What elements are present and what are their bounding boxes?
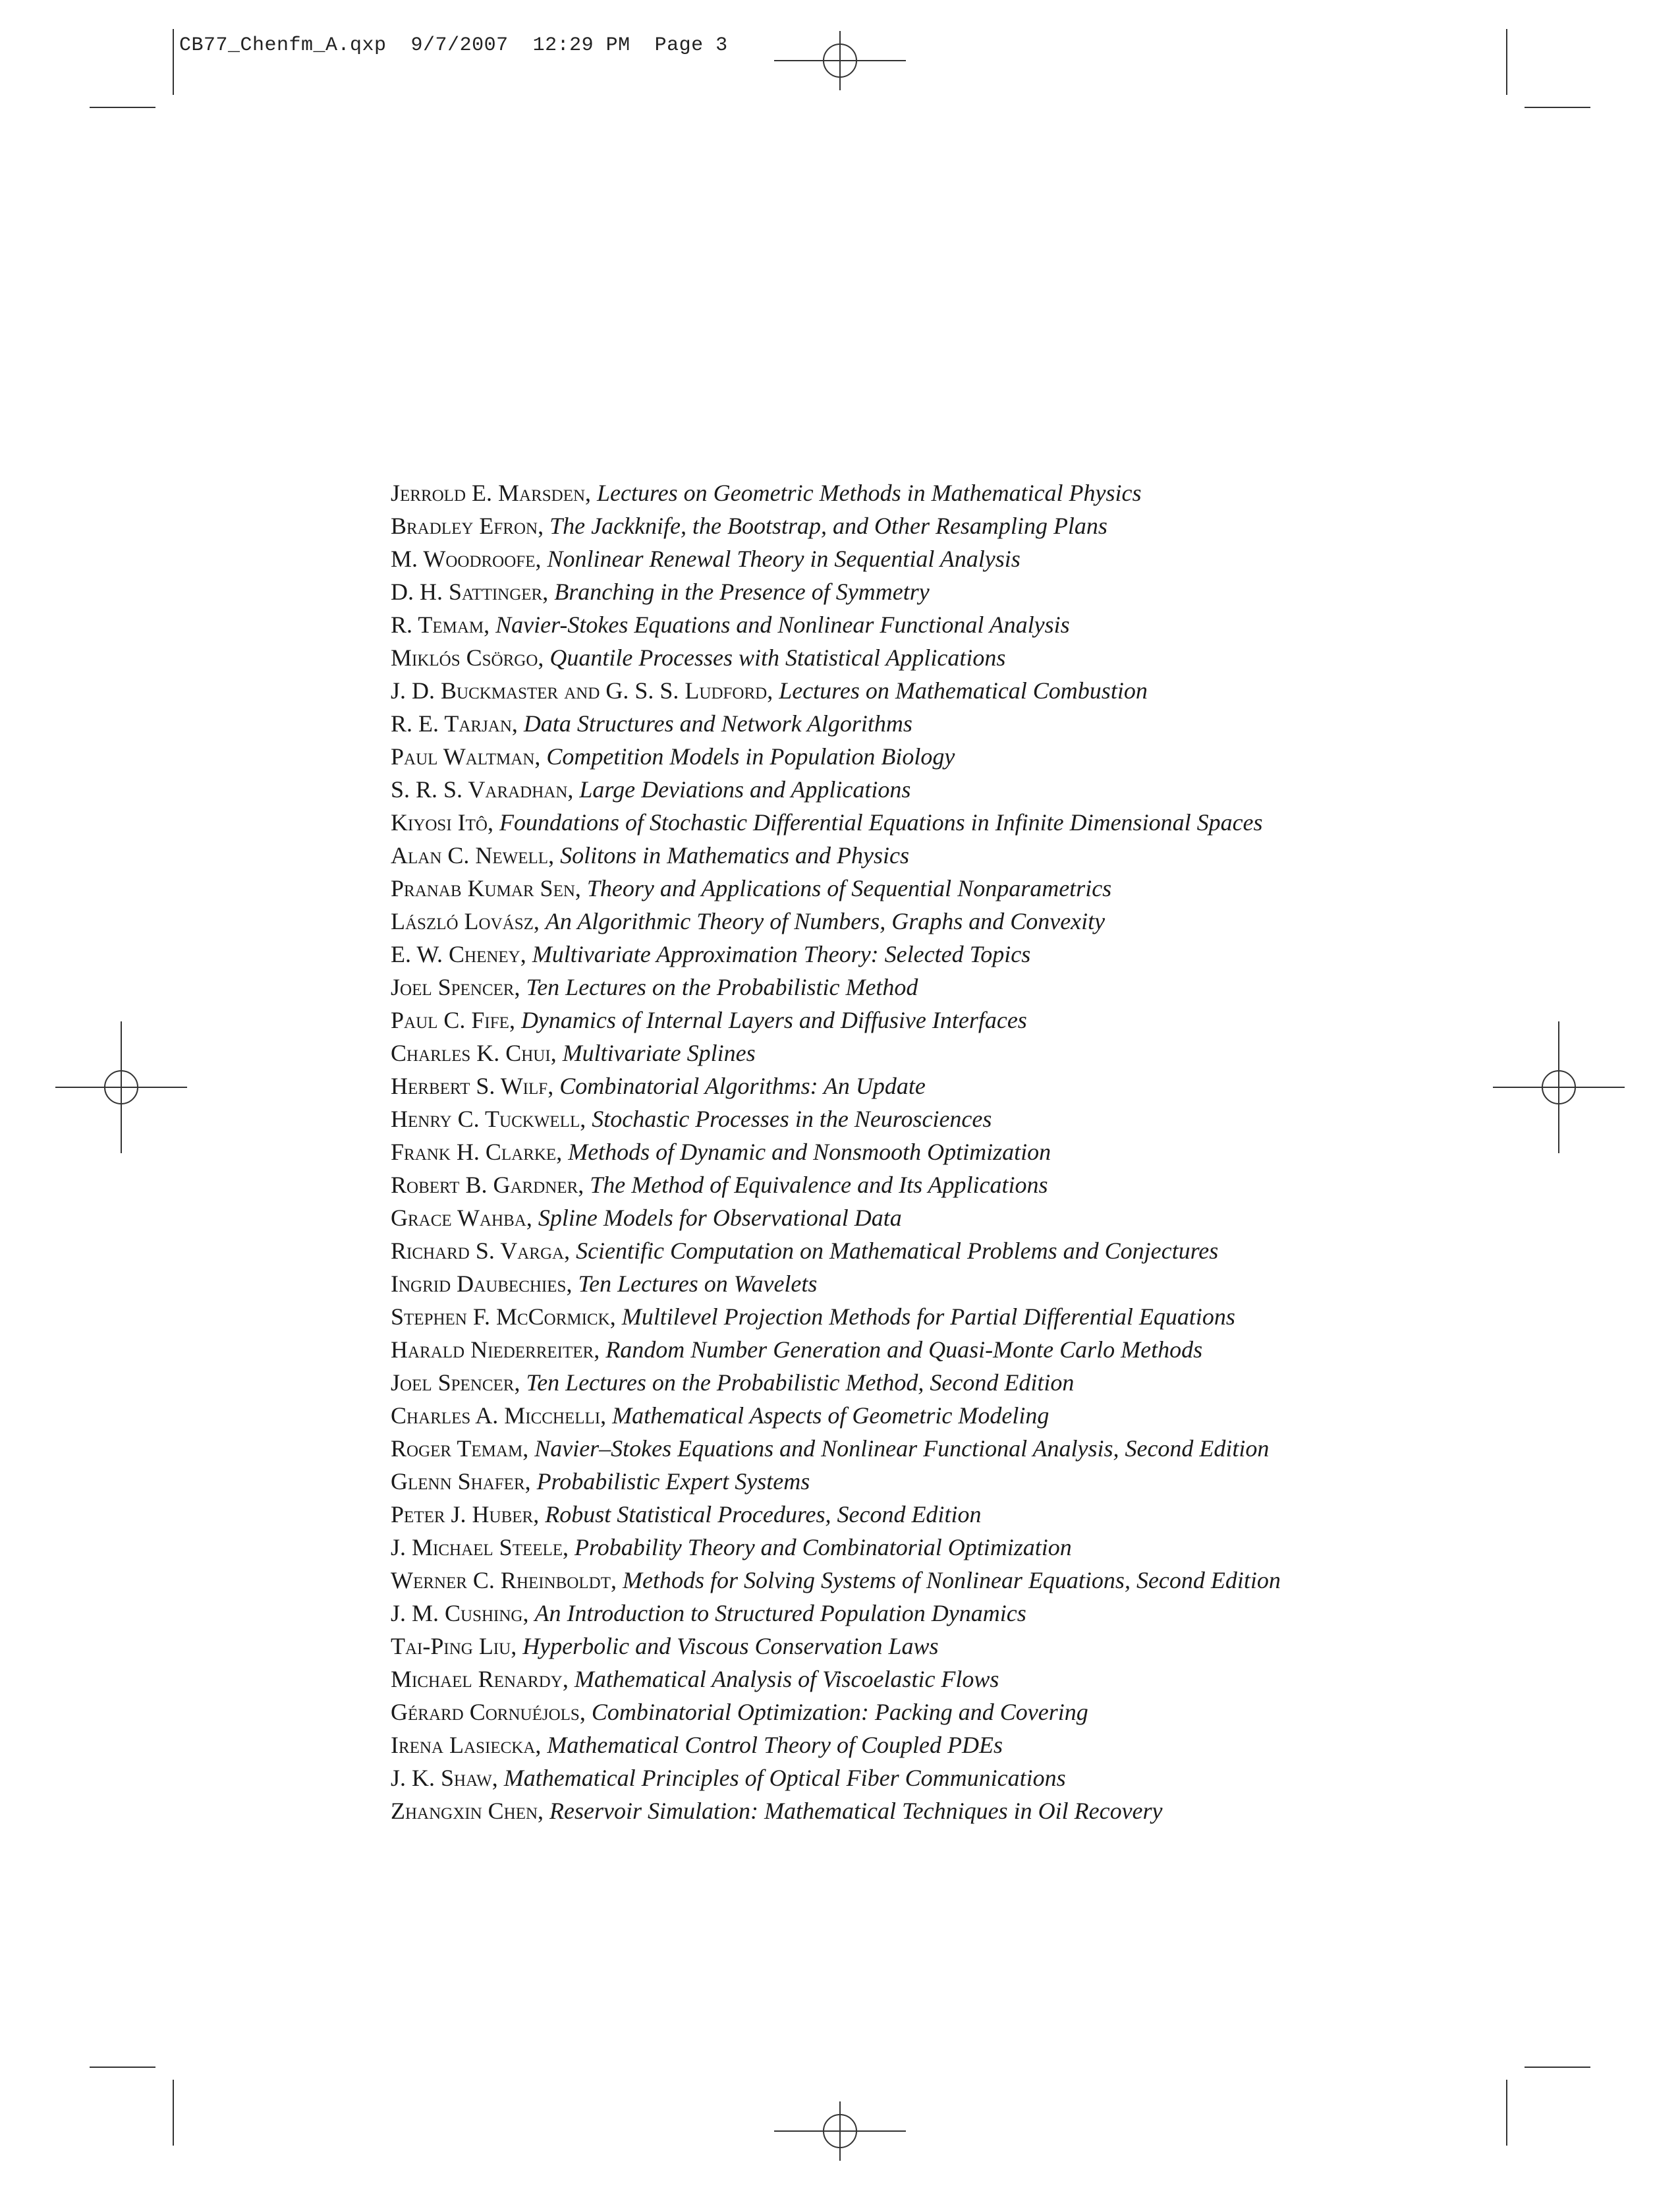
book-title: Branching in the Presence of Symmetry <box>554 579 930 605</box>
crop-mark-bottom-left-vertical <box>173 2080 174 2146</box>
book-entry: Gérard Cornuéjols, Combinatorial Optimization: Packing and Covering <box>391 1699 1088 1725</box>
book-entry: R. Temam, Navier-Stokes Equations and Nonlinear Functional Analysis <box>391 612 1070 638</box>
book-author: Peter J. Huber <box>391 1501 534 1527</box>
book-title: Probabilistic Expert Systems <box>536 1468 810 1495</box>
book-title: Dynamics of Internal Layers and Diffusive Interfaces <box>520 1007 1027 1033</box>
book-author: Grace Wahba <box>391 1205 526 1231</box>
book-author: Robert B. Gardner <box>391 1172 578 1198</box>
book-title: Multivariate Splines <box>562 1040 756 1066</box>
book-author: Irena Lasiecka <box>391 1732 536 1758</box>
book-entry: Paul C. Fife, Dynamics of Internal Layers and Diffusive Interfaces <box>391 1007 1027 1033</box>
series-book-list <box>391 476 1445 1827</box>
book-entry: Richard S. Varga, Scientific Computation on Mathematical Problems and Conjectures <box>391 1238 1219 1264</box>
book-author: Henry C. Tuckwell <box>391 1106 580 1132</box>
book-author: J. Michael Steele <box>391 1534 563 1560</box>
book-entry: Robert B. Gardner, The Method of Equivalence and Its Applications <box>391 1172 1048 1198</box>
book-title: Ten Lectures on Wavelets <box>578 1270 818 1297</box>
book-author: J. M. Cushing <box>391 1600 523 1626</box>
crop-mark-bottom-left-horizontal <box>90 2067 155 2068</box>
book-entry: Charles K. Chui, Multivariate Splines <box>391 1040 756 1066</box>
book-author: Paul C. Fife <box>391 1007 509 1033</box>
book-title: Robust Statistical Procedures, Second Edition <box>545 1501 982 1527</box>
book-entry: Irena Lasiecka, Mathematical Control Theory of Coupled PDEs <box>391 1732 1003 1758</box>
book-title: Spline Models for Observational Data <box>538 1205 902 1231</box>
book-entry: Joel Spencer, Ten Lectures on the Probabilistic Method <box>391 974 918 1000</box>
book-title: Data Structures and Network Algorithms <box>523 710 912 737</box>
book-title: Navier–Stokes Equations and Nonlinear Functional Analysis, Second Edition <box>534 1435 1270 1462</box>
book-entry: Michael Renardy, Mathematical Analysis of Viscoelastic Flows <box>391 1666 999 1692</box>
book-author: Glenn Shafer <box>391 1468 525 1495</box>
book-entry: D. H. Sattinger, Branching in the Presence of Symmetry <box>391 579 930 605</box>
book-title: Multivariate Approximation Theory: Selected Topics <box>532 941 1031 967</box>
book-title: Nonlinear Renewal Theory in Sequential Analysis <box>547 546 1021 572</box>
registration-mark-left-icon <box>55 1021 187 1153</box>
book-author: Roger Temam <box>391 1435 523 1462</box>
book-title: Random Number Generation and Quasi-Monte Carlo Methods <box>605 1336 1203 1363</box>
book-entry: Peter J. Huber, Robust Statistical Procedures, Second Edition <box>391 1501 982 1527</box>
book-title: Ten Lectures on the Probabilistic Method, Second Edition <box>526 1369 1075 1396</box>
book-title: Multilevel Projection Methods for Partial Differential Equations <box>621 1303 1235 1330</box>
book-title: Scientific Computation on Mathematical Problems and Conjectures <box>576 1238 1219 1264</box>
book-author: Miklós Csörgo <box>391 644 538 671</box>
book-entry: Joel Spencer, Ten Lectures on the Probabilistic Method, Second Edition <box>391 1369 1075 1396</box>
book-author: Tai-Ping Liu <box>391 1633 511 1659</box>
book-title: Mathematical Analysis of Viscoelastic Flows <box>574 1666 999 1692</box>
book-author: Alan C. Newell <box>391 842 549 869</box>
book-title: Lectures on Geometric Methods in Mathematical Physics <box>597 480 1142 506</box>
book-title: Quantile Processes with Statistical Applications <box>549 644 1006 671</box>
printer-slug: CB77_Chenfm_A.qxp 9/7/2007 12:29 PM Page 3 <box>179 34 728 57</box>
book-title: Methods for Solving Systems of Nonlinear Equations, Second Edition <box>622 1567 1281 1593</box>
book-entry: S. R. S. Varadhan, Large Deviations and Applications <box>391 776 911 803</box>
book-author: Frank H. Clarke <box>391 1139 557 1165</box>
book-entry: Ingrid Daubechies, Ten Lectures on Wavelets <box>391 1270 818 1297</box>
book-entry: Pranab Kumar Sen, Theory and Applications of Sequential Nonparametrics <box>391 875 1112 901</box>
book-title: Competition Models in Population Biology <box>546 743 955 770</box>
book-author: S. R. S. Varadhan <box>391 776 568 803</box>
book-title: Lectures on Mathematical Combustion <box>779 677 1148 704</box>
book-author: Ingrid Daubechies <box>391 1270 567 1297</box>
book-entry: László Lovász, An Algorithmic Theory of Numbers, Graphs and Convexity <box>391 908 1106 934</box>
book-title: Mathematical Aspects of Geometric Modeling <box>612 1402 1050 1429</box>
book-entry: J. D. Buckmaster and G. S. S. Ludford, Lectures on Mathematical Combustion <box>391 677 1148 704</box>
book-author: Charles K. Chui <box>391 1040 551 1066</box>
crop-mark-top-left-vertical <box>173 29 174 95</box>
book-author: R. E. Tarjan <box>391 710 512 737</box>
book-author: Harald Niederreiter <box>391 1336 594 1363</box>
book-author: Jerrold E. Marsden <box>391 480 586 506</box>
book-title: Reservoir Simulation: Mathematical Techniques in Oil Recovery <box>549 1798 1163 1824</box>
book-entry: J. M. Cushing, An Introduction to Structured Population Dynamics <box>391 1600 1026 1626</box>
book-entry: J. K. Shaw, Mathematical Principles of Optical Fiber Communications <box>391 1765 1066 1791</box>
book-title: Mathematical Principles of Optical Fiber Communications <box>503 1765 1066 1791</box>
book-entry: Tai-Ping Liu, Hyperbolic and Viscous Conservation Laws <box>391 1633 939 1659</box>
book-author: Zhangxin Chen <box>391 1798 538 1824</box>
book-title: Combinatorial Algorithms: An Update <box>559 1073 926 1099</box>
book-author: J. K. Shaw <box>391 1765 492 1791</box>
book-author: Bradley Efron <box>391 513 538 539</box>
book-entry: Charles A. Micchelli, Mathematical Aspects of Geometric Modeling <box>391 1402 1050 1429</box>
book-title: Theory and Applications of Sequential Nonparametrics <box>586 875 1112 901</box>
book-author: Charles A. Micchelli <box>391 1402 601 1429</box>
book-title: Large Deviations and Applications <box>579 776 911 803</box>
book-entry: Zhangxin Chen, Reservoir Simulation: Mathematical Techniques in Oil Recovery <box>391 1798 1163 1824</box>
book-title: Solitons in Mathematics and Physics <box>560 842 910 869</box>
book-entry: R. E. Tarjan, Data Structures and Network Algorithms <box>391 710 912 737</box>
book-entry: J. Michael Steele, Probability Theory and Combinatorial Optimization <box>391 1534 1072 1560</box>
crop-mark-top-left-horizontal <box>90 107 155 108</box>
book-title: The Method of Equivalence and Its Applications <box>590 1172 1048 1198</box>
book-entry: Henry C. Tuckwell, Stochastic Processes in the Neurosciences <box>391 1106 992 1132</box>
book-author: Werner C. Rheinboldt <box>391 1567 611 1593</box>
crop-mark-bottom-right-horizontal <box>1525 2067 1590 2068</box>
book-title: Probability Theory and Combinatorial Optimization <box>574 1534 1072 1560</box>
book-entry: Roger Temam, Navier–Stokes Equations and Nonlinear Functional Analysis, Second Edition <box>391 1435 1270 1462</box>
book-author: Pranab Kumar Sen <box>391 875 575 901</box>
book-author: Kiyosi Itô <box>391 809 488 836</box>
book-author: E. W. Cheney <box>391 941 520 967</box>
book-title: Combinatorial Optimization: Packing and Covering <box>591 1699 1088 1725</box>
book-author: D. H. Sattinger <box>391 579 543 605</box>
book-author: Stephen F. McCormick <box>391 1303 610 1330</box>
book-entry: Werner C. Rheinboldt, Methods for Solving Systems of Nonlinear Equations, Second Edition <box>391 1567 1281 1593</box>
crop-mark-top-right-vertical <box>1506 29 1507 95</box>
book-entry: M. Woodroofe, Nonlinear Renewal Theory in Sequential Analysis <box>391 546 1021 572</box>
book-title: Stochastic Processes in the Neurosciences <box>592 1106 992 1132</box>
book-entry: Kiyosi Itô, Foundations of Stochastic Differential Equations in Infinite Dimensional Spaces <box>391 809 1263 836</box>
book-title: Foundations of Stochastic Differential Equations in Infinite Dimensional Spaces <box>499 809 1263 836</box>
book-entry: Alan C. Newell, Solitons in Mathematics and Physics <box>391 842 910 869</box>
book-author: J. D. Buckmaster and G. S. S. Ludford <box>391 677 768 704</box>
crop-mark-top-right-horizontal <box>1525 107 1590 108</box>
book-title: An Algorithmic Theory of Numbers, Graphs and Convexity <box>545 908 1106 934</box>
book-author: Joel Spencer <box>391 1369 515 1396</box>
book-entry: Bradley Efron, The Jackknife, the Bootstrap, and Other Resampling Plans <box>391 513 1107 539</box>
book-entry: Herbert S. Wilf, Combinatorial Algorithms: An Update <box>391 1073 926 1099</box>
book-entry: Miklós Csörgo, Quantile Processes with Statistical Applications <box>391 644 1006 671</box>
book-author: Joel Spencer <box>391 974 515 1000</box>
book-title: An Introduction to Structured Population Dynamics <box>534 1600 1026 1626</box>
book-title: Ten Lectures on the Probabilistic Method <box>526 974 918 1000</box>
book-author: Richard S. Varga <box>391 1238 565 1264</box>
book-entry: Jerrold E. Marsden, Lectures on Geometric Methods in Mathematical Physics <box>391 480 1142 506</box>
book-author: László Lovász <box>391 908 534 934</box>
registration-mark-top-icon <box>774 0 906 127</box>
registration-mark-bottom-icon <box>774 2065 906 2197</box>
book-author: Gérard Cornuéjols <box>391 1699 580 1725</box>
book-title: Mathematical Control Theory of Coupled PDEs <box>547 1732 1003 1758</box>
book-entry: Harald Niederreiter, Random Number Generation and Quasi-Monte Carlo Methods <box>391 1336 1203 1363</box>
book-entry: E. W. Cheney, Multivariate Approximation Theory: Selected Topics <box>391 941 1031 967</box>
registration-mark-right-icon <box>1493 1021 1625 1153</box>
book-title: Methods of Dynamic and Nonsmooth Optimization <box>568 1139 1051 1165</box>
book-entry: Glenn Shafer, Probabilistic Expert Systems <box>391 1468 810 1495</box>
book-author: M. Woodroofe <box>391 546 536 572</box>
book-author: R. Temam <box>391 612 484 638</box>
book-author: Herbert S. Wilf <box>391 1073 548 1099</box>
book-entry: Grace Wahba, Spline Models for Observational Data <box>391 1205 902 1231</box>
book-title: Hyperbolic and Viscous Conservation Laws <box>522 1633 939 1659</box>
book-title: Navier-Stokes Equations and Nonlinear Functional Analysis <box>495 612 1070 638</box>
book-entry: Stephen F. McCormick, Multilevel Projection Methods for Partial Differential Equations <box>391 1303 1235 1330</box>
book-entry: Paul Waltman, Competition Models in Population Biology <box>391 743 955 770</box>
book-author: Paul Waltman <box>391 743 535 770</box>
book-author: Michael Renardy <box>391 1666 563 1692</box>
crop-mark-bottom-right-vertical <box>1506 2080 1507 2146</box>
book-title: The Jackknife, the Bootstrap, and Other Resampling Plans <box>549 513 1107 539</box>
book-entry: Frank H. Clarke, Methods of Dynamic and Nonsmooth Optimization <box>391 1139 1051 1165</box>
